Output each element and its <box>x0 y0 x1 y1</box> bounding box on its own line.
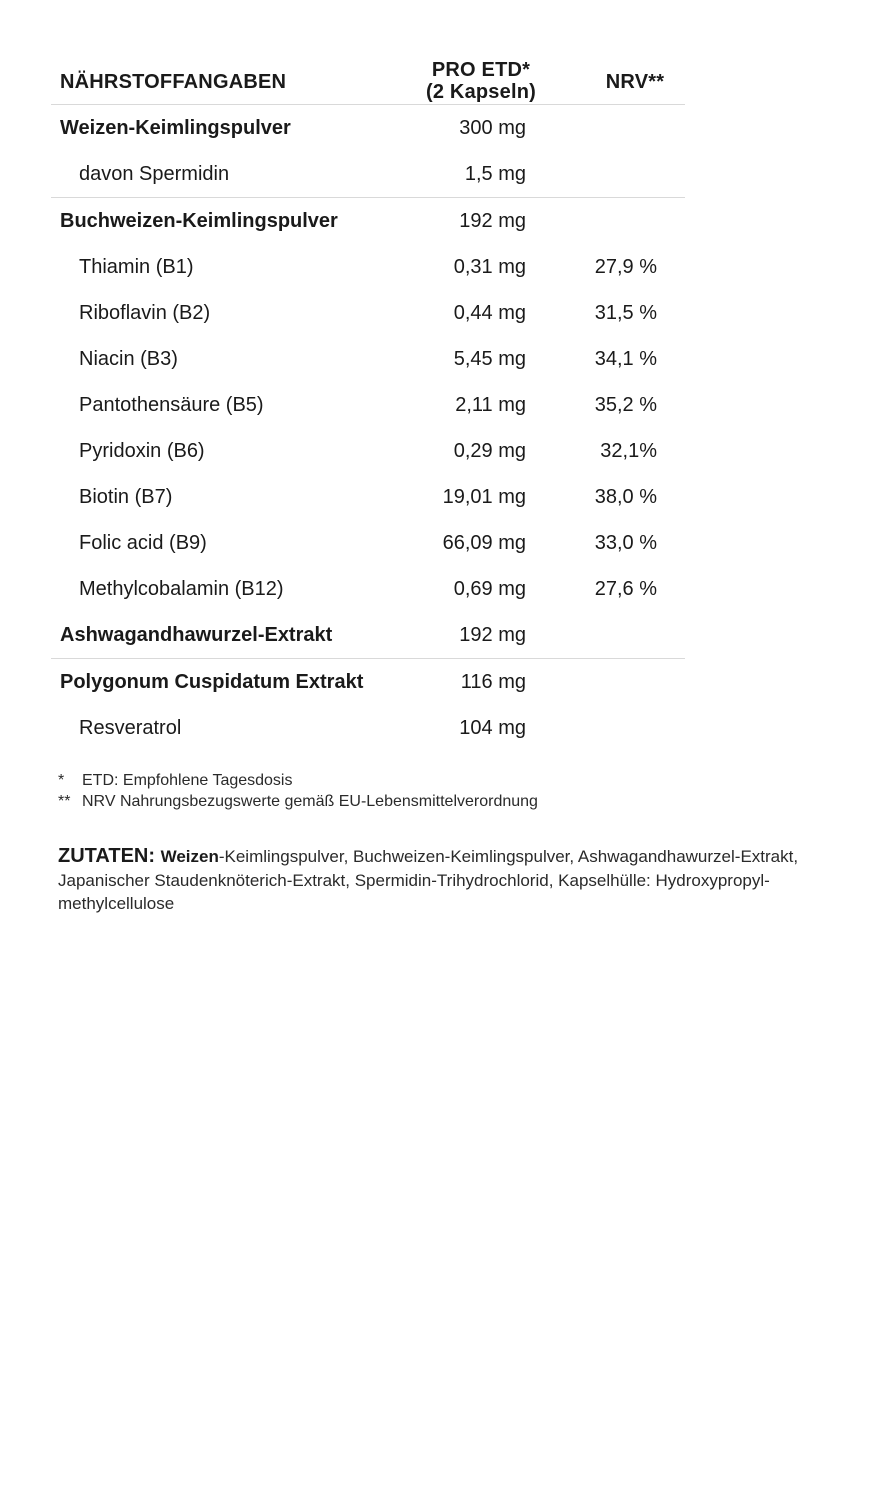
footnotes <box>58 770 538 812</box>
table-row <box>51 566 685 612</box>
footnote-text: NRV Nahrungsbezugswerte gemäß EU-Lebensmittelverordnung <box>82 793 538 810</box>
nutrient-nrv: 27,6 % <box>594 578 657 600</box>
nutrient-amount: 0,31 mg <box>453 256 526 278</box>
table-row <box>51 336 685 382</box>
nutrient-name: Resveratrol <box>79 717 182 739</box>
nutrient-amount: 5,45 mg <box>453 348 526 370</box>
nutrient-nrv: 32,1% <box>600 440 657 462</box>
nutrient-name: Polygonum Cuspidatum Extrakt <box>60 671 364 693</box>
table-row <box>51 520 685 566</box>
table-row <box>51 244 685 290</box>
ingredients <box>58 845 818 916</box>
nutrient-nrv: 38,0 % <box>594 486 657 508</box>
footnote-text: ETD: Empfohlene Tagesdosis <box>82 772 293 789</box>
nutrient-name: Pyridoxin (B6) <box>79 440 205 462</box>
nutrient-nrv: 33,0 % <box>594 532 657 554</box>
nutrient-amount: 300 mg <box>459 117 526 139</box>
nutrient-nrv: 34,1 % <box>594 348 657 370</box>
nutrient-name: Thiamin (B1) <box>79 256 194 278</box>
nutrient-amount: 66,09 mg <box>442 532 526 554</box>
nutrient-name: Biotin (B7) <box>79 486 173 508</box>
nutrient-name: davon Spermidin <box>79 163 230 185</box>
table-row <box>51 197 685 244</box>
nutrient-amount: 0,69 mg <box>453 578 526 600</box>
nutrient-amount: 192 mg <box>459 624 526 646</box>
nutrient-name: Riboflavin (B2) <box>79 302 211 324</box>
nutrient-name: Methylcobalamin (B12) <box>79 578 284 600</box>
header-per-dose-line1: PRO ETD* <box>431 59 531 81</box>
footnote-marker: * <box>58 772 65 789</box>
nutrient-name: Buchweizen-Keimlingspulver <box>60 210 338 232</box>
nutrient-name: Weizen-Keimlingspulver <box>60 117 291 139</box>
nutrient-amount: 2,11 mg <box>455 394 526 416</box>
ingredients-text: -Keimlingspulver, Buchweizen-Keimlingspulver, Ashwagandhawurzel-Extrakt, Japanischer Staudenknöterich-Extrakt, Spermidin-Trihydrochlorid, Kapselhülle: Hydroxypropyl-methylcellulose <box>58 847 799 913</box>
table-row <box>51 658 685 705</box>
header-per-dose <box>401 59 561 103</box>
nutrient-name: Niacin (B3) <box>79 348 178 370</box>
nutrient-nrv: 27,9 % <box>594 256 657 278</box>
table-header <box>51 58 685 105</box>
nutrient-nrv: 31,5 % <box>594 302 657 324</box>
table-row <box>51 105 685 151</box>
nutrient-name: Ashwagandhawurzel-Extrakt <box>60 624 333 646</box>
footnote-etd <box>58 770 538 791</box>
nutrient-name: Pantothensäure (B5) <box>79 394 264 416</box>
nutrient-amount: 192 mg <box>459 210 526 232</box>
nutrient-amount: 116 mg <box>460 671 526 693</box>
footnote-marker: ** <box>58 793 71 810</box>
nutrition-table <box>51 58 685 751</box>
table-row <box>51 290 685 336</box>
table-row <box>51 612 685 658</box>
table-row <box>51 474 685 520</box>
nutrient-amount: 19,01 mg <box>442 486 526 508</box>
footnote-nrv <box>58 791 538 812</box>
ingredients-allergen: Weizen <box>160 847 219 866</box>
table-row <box>51 151 685 197</box>
header-nrv: NRV** <box>605 71 665 93</box>
nutrient-name: Folic acid (B9) <box>79 532 207 554</box>
nutrient-amount: 0,44 mg <box>453 302 526 324</box>
nutrient-amount: 0,29 mg <box>453 440 526 462</box>
nutrient-amount: 104 mg <box>459 717 526 739</box>
header-nutrients: NÄHRSTOFFANGABEN <box>60 71 287 93</box>
ingredients-label: ZUTATEN: <box>58 845 161 867</box>
nutrient-nrv: 35,2 % <box>594 394 657 416</box>
table-row <box>51 705 685 751</box>
nutrient-amount: 1,5 mg <box>464 163 526 185</box>
header-per-dose-line2: (2 Kapseln) <box>425 81 536 103</box>
table-row <box>51 428 685 474</box>
table-row <box>51 382 685 428</box>
